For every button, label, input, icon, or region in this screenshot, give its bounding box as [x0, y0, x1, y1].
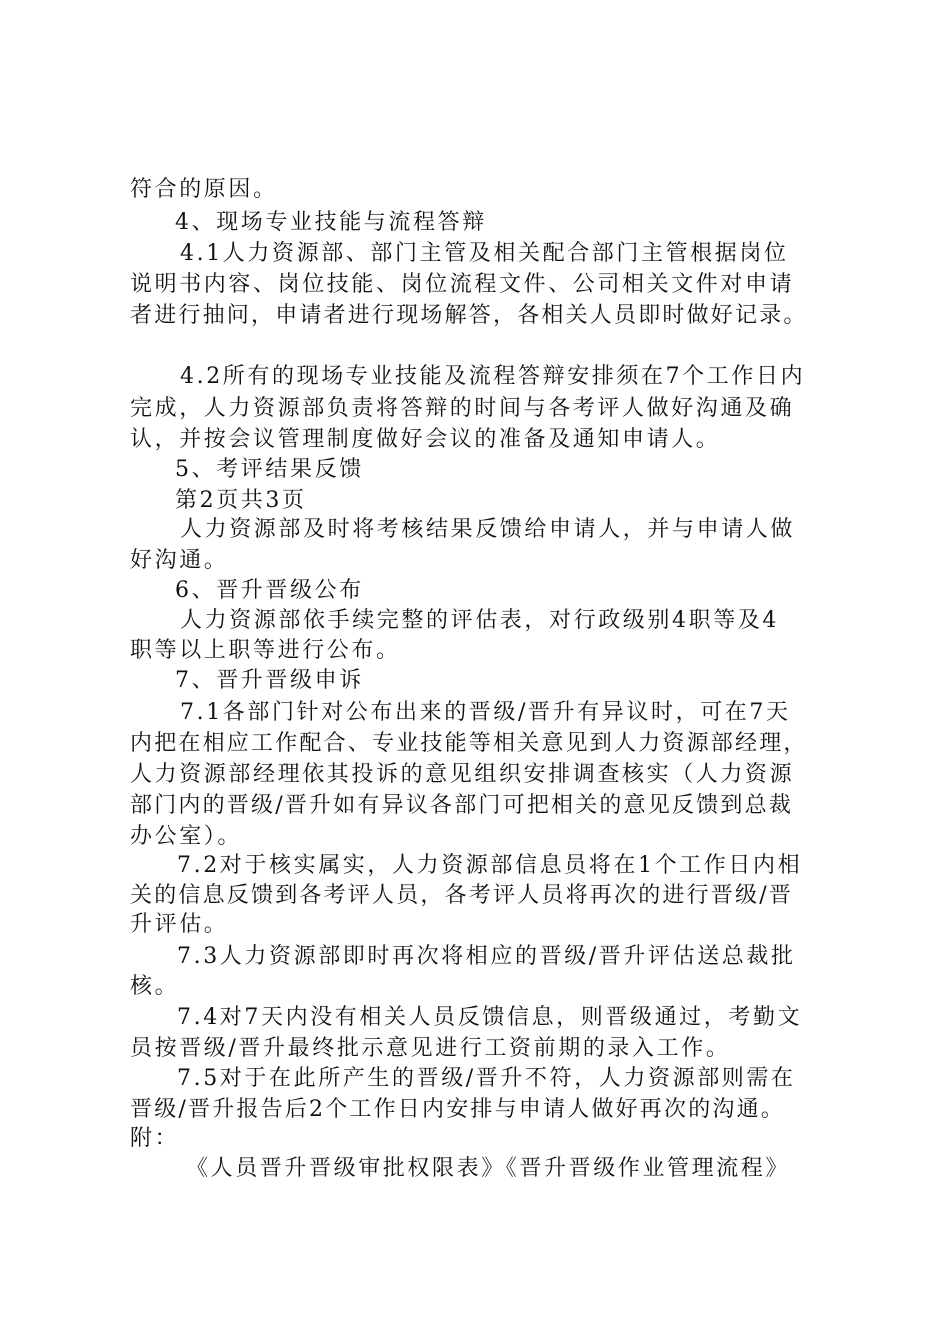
section-heading-6: 6、晋升晋级公布 — [175, 578, 364, 603]
text-line: 部门内的晋级/晋升如有异议各部门可把相关的意见反馈到总裁 — [130, 793, 794, 818]
text-line: 晋级/晋升报告后2个工作日内安排与申请人做好再次的沟通。 — [130, 1097, 786, 1122]
text-line: 认，并按会议管理制度做好会议的准备及通知申请人。 — [130, 427, 721, 452]
text-line: 人力资源部及时将考核结果反馈给申请人，并与申请人做 — [180, 517, 796, 542]
section-heading-5: 5、考评结果反馈 — [175, 457, 364, 482]
text-line: 员按晋级/晋升最终批示意见进行工资前期的录入工作。 — [130, 1036, 731, 1061]
text-line: 7.1各部门针对公布出来的晋级/晋升有异议时，可在7天 — [180, 700, 791, 725]
text-line: 7.5对于在此所产生的晋级/晋升不符，人力资源部则需在 — [177, 1066, 796, 1091]
text-line: 4.1人力资源部、部门主管及相关配合部门主管根据岗位 — [180, 241, 789, 266]
text-line: 核。 — [130, 974, 180, 999]
attachment-label: 附： — [130, 1126, 180, 1151]
section-heading-4: 4、现场专业技能与流程答辩 — [175, 210, 487, 235]
text-line: 符合的原因。 — [130, 177, 278, 202]
text-line: 7.3人力资源部即时再次将相应的晋级/晋升评估送总裁批 — [177, 944, 796, 969]
text-line: 办公室）。 — [130, 824, 243, 849]
page-number: 第2页共3页 — [175, 488, 307, 513]
attachment-list: 《人员晋升晋级审批权限表》《晋升晋级作业管理流程》 — [186, 1156, 791, 1181]
text-line: 4.2所有的现场专业技能及流程答辩安排须在7个工作日内 — [180, 364, 806, 389]
text-line: 说明书内容、岗位技能、岗位流程文件、公司相关文件对申请 — [130, 272, 795, 297]
text-line: 人力资源部依手续完整的评估表，对行政级别4职等及4 — [180, 608, 779, 633]
text-line: 好沟通。 — [130, 548, 229, 573]
text-line: 升评估。 — [130, 912, 229, 937]
text-line: 完成，人力资源部负责将答辩的时间与各考评人做好沟通及确 — [130, 396, 795, 421]
text-line: 职等以上职等进行公布。 — [130, 638, 401, 663]
text-line: 7.4对7天内没有相关人员反馈信息，则晋级通过，考勤文 — [177, 1005, 803, 1030]
text-line: 人力资源部经理依其投诉的意见组织安排调查核实（人力资源 — [130, 762, 795, 787]
text-line: 者进行抽问，申请者进行现场解答，各相关人员即时做好记录。 — [130, 303, 808, 328]
section-heading-7: 7、晋升晋级申诉 — [175, 668, 364, 693]
text-line: 7.2对于核实属实，人力资源部信息员将在1个工作日内相 — [177, 853, 803, 878]
text-line: 内把在相应工作配合、专业技能等相关意见到人力资源部经理， — [130, 731, 808, 756]
text-line: 关的信息反馈到各考评人员，各考评人员将再次的进行晋级/晋 — [130, 883, 794, 908]
